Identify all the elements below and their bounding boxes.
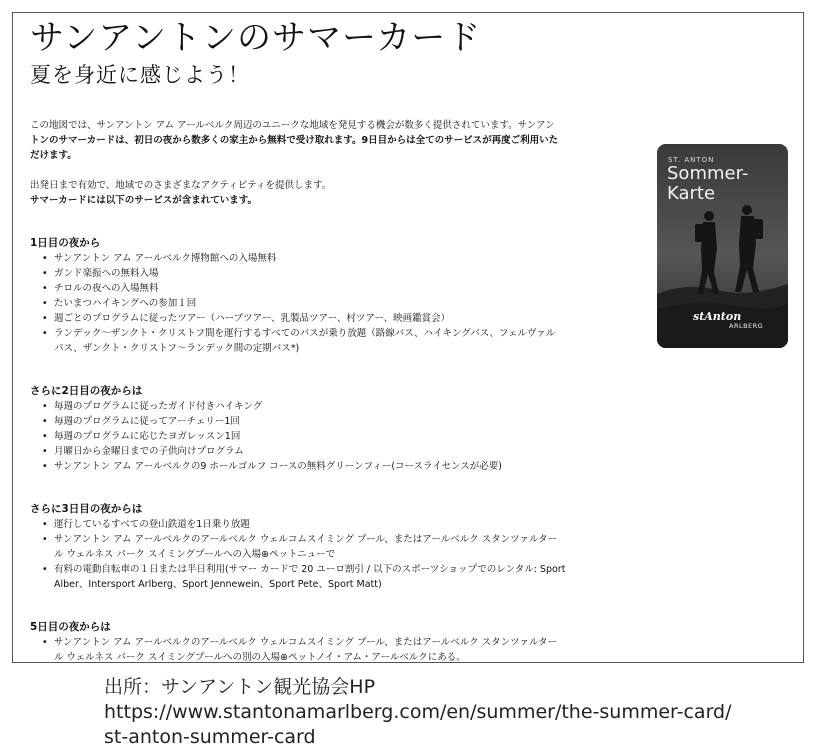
list-item: • 運行しているすべての登山鉄道を1日乗り放題: [54, 517, 607, 532]
list-item: • 週ごとのプログラムに従ったツアー（ハーブツアー、乳製品ツアー、村ツアー、映画鑑賞会）: [54, 311, 607, 326]
source-url: https://www.stantonamarlberg.com/en/summer/the-summer-card/: [104, 701, 732, 723]
section-day1: [30, 236, 607, 356]
list-item-line: ランデック～ザンクト・クリストフ間を運行するすべてのバスが乗り放題（路線バス、ハイキングバス、フェルヴァル: [54, 328, 556, 339]
section-heading: 5日目の夜からは: [30, 621, 111, 633]
section-day2: [30, 384, 607, 474]
card-title-line: Sommer-: [667, 163, 749, 184]
service-list: [30, 399, 607, 474]
section-day3: [30, 502, 607, 592]
summer-card-image: [657, 144, 788, 348]
card-top-text: ST. ANTON: [668, 156, 715, 164]
section-day5: [30, 620, 607, 663]
list-item: [54, 326, 607, 356]
list-item: [54, 562, 607, 592]
section-heading: さらに2日目の夜からは: [30, 385, 143, 397]
list-item: • 毎週のプログラムに従ったガイド付きハイキング: [54, 399, 607, 414]
list-item-line: Alber、Intersport Arlberg、Sport Jennewein、Sport Pete、Sport Matt): [54, 579, 382, 590]
list-item: • サンアントン アム アールベルク博物館への入場無料: [54, 251, 607, 266]
list-item: • ガンド楽振への無料入場: [54, 266, 607, 281]
source-label: 出所：サンアントン観光協会HP: [104, 676, 376, 698]
card-title: [667, 164, 748, 204]
list-item: • サンアントン アム アールベルクの9 ホールゴルフ コースの無料グリーンフィー(コースライセンスが必要): [54, 459, 607, 474]
list-item: • チロルの夜への入場無料: [54, 281, 607, 296]
service-list: [30, 251, 607, 356]
list-item: [54, 635, 607, 663]
list-item: • たいまつハイキングへの参加１回: [54, 296, 607, 311]
section-heading: 1日目の夜から: [30, 237, 101, 249]
source-url-continued: st-anton-summer-card: [104, 726, 316, 748]
intro-paragraph-2: [30, 178, 607, 208]
list-item-line: ル ウェルネス パーク スイミングプールへの入場⊕ペットニューで: [54, 549, 336, 560]
intro-line: サマーカードには以下のサービスが含まれています。: [30, 195, 258, 206]
intro-line: トンのサマーカードは、初日の夜から数多くの家主から無料で受け取れます。9日目からは全てのサービスが再度ご利用いた: [30, 135, 559, 146]
list-item: • 毎週のプログラムに応じたヨガレッスン1回: [54, 429, 607, 444]
source-citation: [104, 675, 732, 750]
page-subtitle: 夏を身近に感じよう！: [30, 63, 250, 87]
arlberg-brand: ARLBERG: [729, 322, 764, 330]
document-frame: [12, 12, 804, 663]
document-body: [30, 118, 607, 663]
list-item-line: サンアントン アム アールベルクのアールベルク ウェルコムスイミング プール、またはアールベルク スタンツァルター: [54, 534, 558, 545]
st-anton-logo: stAnton: [693, 310, 742, 323]
section-heading: さらに3日目の夜からは: [30, 503, 143, 515]
intro-line: だけます。: [30, 150, 77, 161]
intro-line: 出発日まで有効で、地域でのさまざまなアクティビティを提供します。: [30, 180, 332, 191]
list-item: • 毎週のプログラムに従ってアーチェリー1回: [54, 414, 607, 429]
list-item: • 月曜日から金曜日までの子供向けプログラム: [54, 444, 607, 459]
page-title: サンアントンのサマーカード: [30, 18, 482, 58]
service-list: [30, 635, 607, 663]
service-list: [30, 517, 607, 592]
intro-line: この地図では、サンアントン アム アールベルク周辺のユニークな地域を発見する機会が数多く提供されています。サンアン: [30, 120, 555, 131]
card-title-line: Karte: [667, 183, 716, 204]
list-item-line: ル ウェルネス パーク スイミングプールへの別の入場⊕ペットノイ・アム・アールベルクにある。: [54, 652, 466, 663]
intro-paragraph: [30, 118, 607, 163]
list-item: [54, 532, 607, 562]
list-item-line: パス、ザンクト・クリストフ～ランデック間の定期バス*): [54, 343, 300, 354]
list-item-line: 有料の電動自転車の１日または半日利用(サマー カードで 20 ユーロ割引 / 以下のスポーツショップでのレンタル: Sport: [54, 564, 566, 575]
list-item-line: サンアントン アム アールベルクのアールベルク ウェルコムスイミング プール、またはアールベルク スタンツァルター: [54, 637, 558, 648]
